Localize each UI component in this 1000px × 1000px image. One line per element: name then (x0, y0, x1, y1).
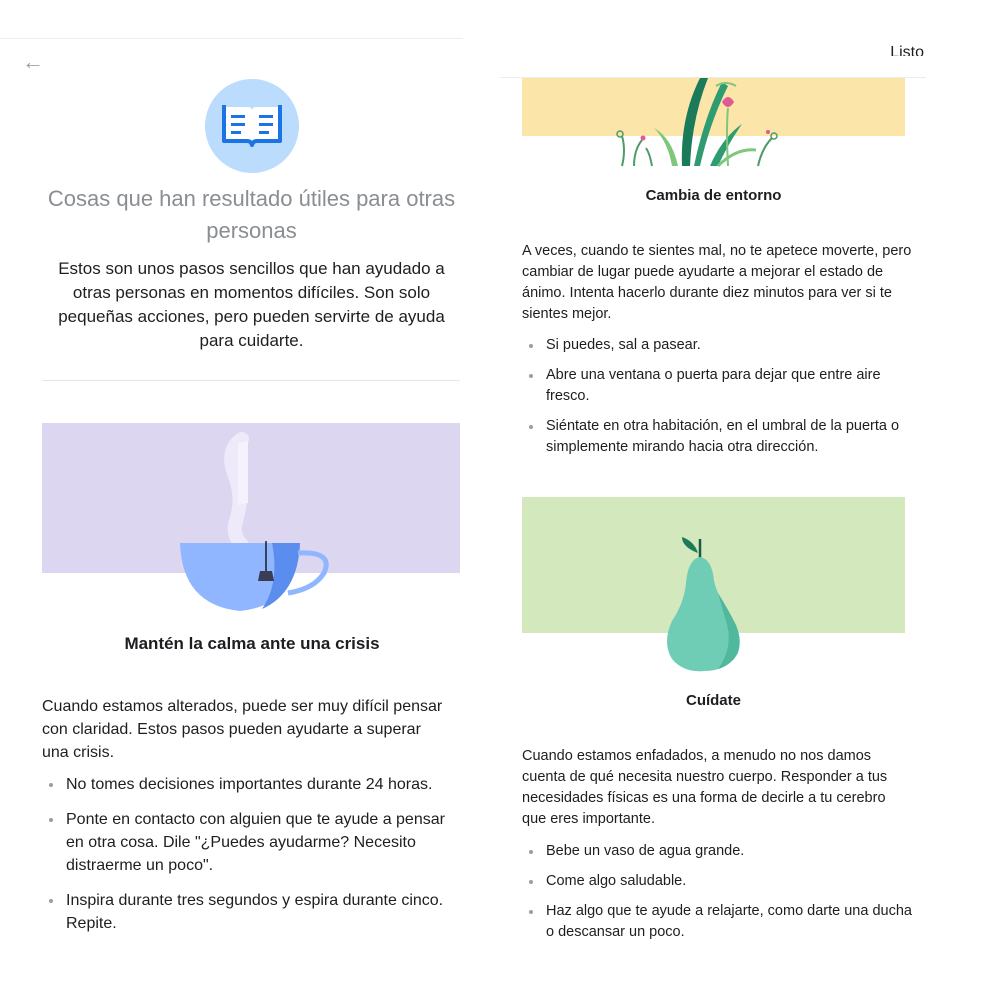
done-link[interactable]: Listo (890, 44, 924, 56)
calm-steps-list (42, 773, 462, 947)
page-heading: Cosas que han resultado útiles para otras personas (47, 186, 456, 243)
right-panel (500, 0, 926, 960)
self-care-banner (522, 497, 905, 675)
left-arrow-icon: ← (22, 49, 44, 74)
section-title-self-care: Cuídate (685, 692, 741, 709)
pear-icon (522, 497, 905, 675)
back-button[interactable] (22, 51, 44, 73)
list-item: Come algo saludable. (522, 871, 912, 892)
list-item: No tomes decisiones importantes durante 24 horas. (42, 773, 462, 796)
list-item: Inspira durante tres segundos y espira durante cinco. Repite. (42, 889, 462, 935)
open-book-icon (205, 79, 299, 173)
list-item: Ponte en contacto con alguien que te ayude a pensar en otra cosa. Dile "¿Puedes ayudarme? Necesito distraerme un poco". (42, 808, 462, 877)
divider (42, 380, 460, 381)
list-item: Bebe un vaso de agua grande. (522, 841, 912, 862)
section-title-calm: Mantén la calma ante una crisis (124, 634, 380, 653)
environment-banner (522, 78, 905, 168)
list-item: Abre una ventana o puerta para dejar que entre aire fresco. (522, 365, 912, 407)
section-paragraph-self-care: Cuando estamos enfadados, a menudo no nos damos cuenta de qué necesita nuestro cuerpo. Responder a tus necesidades físicas es una forma de decirle a tu cerebro que eres importante. (522, 748, 888, 827)
section-paragraph-environment: A veces, cuando te sientes mal, no te apetece moverte, pero cambiar de lugar puede ayudarte a mejorar el estado de ánimo. Intenta hacerlo durante diez minutos para ver si te sientes mejor. (522, 243, 912, 322)
left-panel (0, 38, 463, 963)
list-item: Si puedes, sal a pasear. (522, 335, 912, 356)
plants-icon (522, 78, 905, 168)
self-care-steps-list (522, 841, 912, 952)
list-item: Haz algo que te ayude a relajarte, como darte una ducha o descansar un poco. (522, 901, 912, 943)
intro-text: Estos son unos pasos sencillos que han ayudado a otras personas en momentos difíciles. Son solo pequeñas acciones, pero pueden servirte de ayuda para cuidarte. (58, 259, 445, 350)
calm-banner (42, 423, 460, 613)
teacup-icon (42, 423, 460, 613)
section-paragraph-calm: Cuando estamos alterados, puede ser muy difícil pensar con claridad. Estos pasos pueden ayudarte a superar una crisis. (42, 698, 443, 761)
list-item: Siéntate en otra habitación, en el umbral de la puerta o simplemente mirando hacia otra dirección. (522, 416, 912, 458)
environment-steps-list (522, 335, 912, 467)
section-title-environment: Cambia de entorno (645, 187, 782, 204)
